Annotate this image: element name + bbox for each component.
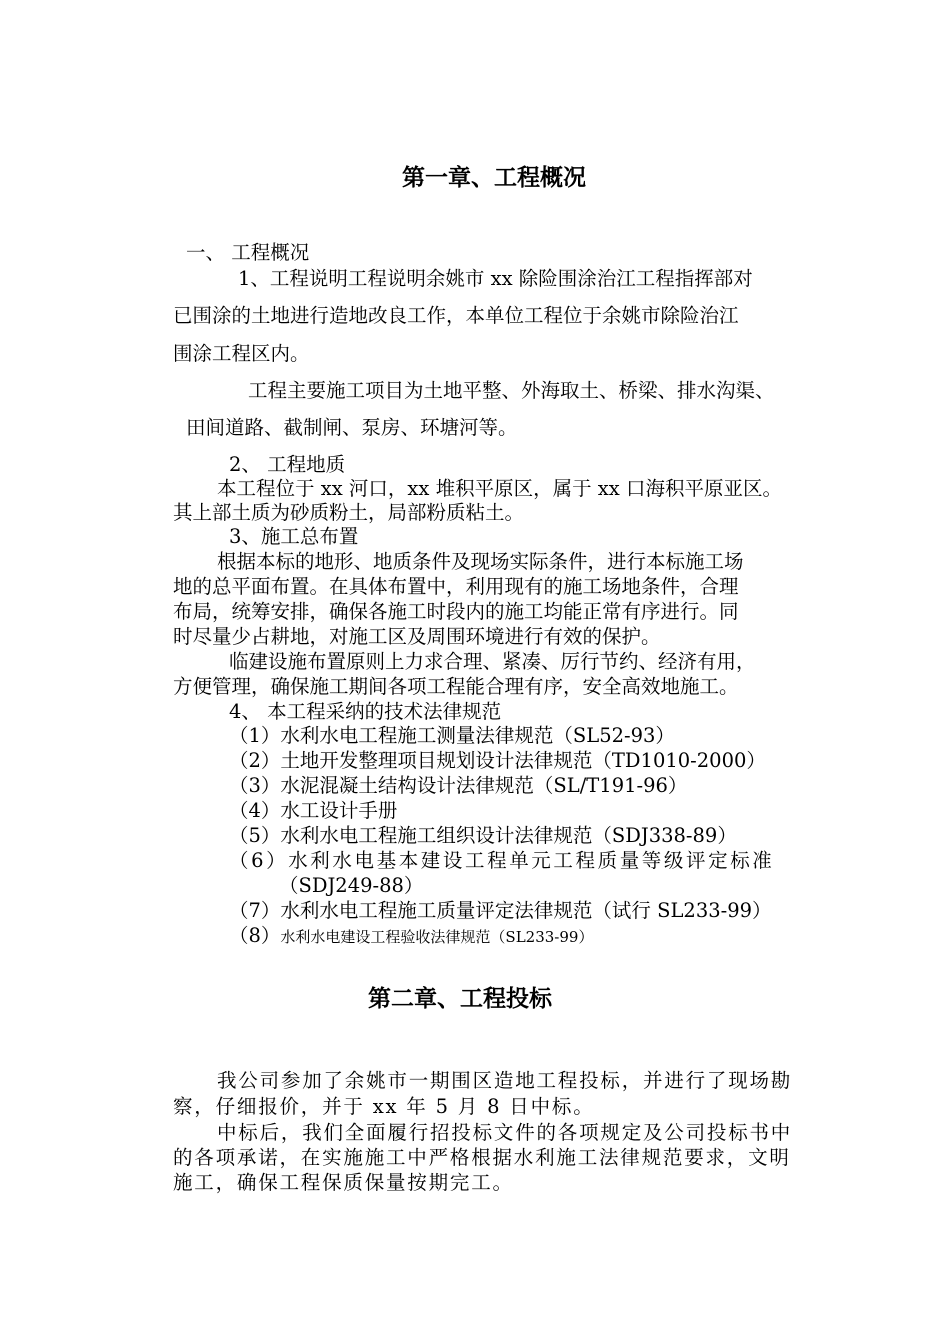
paragraph-line: 已围涂的土地进行造地改良工作，本单位工程位于余姚市除险治江: [173, 304, 739, 327]
paragraph-line: 其上部土质为砂质粉土，局部粉质粘土。: [173, 501, 525, 524]
paragraph-line: 1、工程说明工程说明余姚市 xx 除险围涂治江工程指挥部对: [238, 267, 753, 290]
list-number: （8）: [229, 924, 281, 947]
paragraph-line: 地的总平面布置。在具体布置中，利用现有的施工场地条件，合理: [173, 575, 739, 598]
section-1-heading: 一、 工程概况: [186, 241, 310, 264]
paragraph-line: 施工，确保工程保质保量按期完工。: [173, 1171, 514, 1194]
paragraph-line: 围涂工程区内。: [173, 342, 310, 365]
paragraph-line: 时尽量少占耕地，对施工区及周围环境进行有效的保护。: [173, 625, 661, 648]
paragraph-line: 中标后，我们全面履行招投标文件的各项规定及公司投标书中: [217, 1121, 793, 1144]
paragraph-line: 根据本标的地形、地质条件及现场实际条件，进行本标施工场: [217, 550, 744, 573]
section-3-heading: 3、施工总布置: [229, 525, 359, 548]
paragraph-line: 的各项承诺，在实施施工中严格根据水利施工法律规范要求，文明: [173, 1146, 791, 1169]
standard-list-item: （7）水利水电工程施工质量评定法律规范（试行 SL233-99）: [229, 899, 772, 922]
standard-list-item: （2）土地开发整理项目规划设计法律规范（TD1010-2000）: [229, 749, 766, 772]
standard-list-item: （4）水工设计手册: [229, 799, 398, 822]
section-4-heading: 4、 本工程采纳的技术法律规范: [229, 700, 502, 723]
standard-list-item: （6）水利水电基本建设工程单元工程质量等级评定标准: [229, 849, 775, 872]
paragraph-line: 察，仔细报价，并于 xx 年 5 月 8 日中标。: [173, 1095, 595, 1118]
standard-list-item: （3）水泥混凝土结构设计法律规范（SL/T191-96）: [229, 774, 688, 797]
chapter-2-title: 第二章、工程投标: [368, 985, 552, 1012]
paragraph-line: 田间道路、截制闸、泵房、环塘河等。: [186, 416, 518, 439]
standard-list-item-continuation: （SDJ249-88）: [279, 874, 424, 897]
paragraph-line: 布局，统筹安排，确保各施工时段内的施工均能正常有序进行。同: [173, 600, 739, 623]
standard-list-item: [229, 924, 593, 949]
chapter-1-title: 第一章、工程概况: [402, 164, 586, 191]
paragraph-line: 工程主要施工项目为土地平整、外海取土、桥梁、排水沟渠、: [248, 379, 775, 402]
section-2-heading: 2、 工程地质: [229, 453, 346, 476]
paragraph-line: 临建设施布置原则上力求合理、紧凑、厉行节约、经济有用，: [229, 650, 756, 673]
list-text: 水利水电建设工程验收法律规范（SL233-99）: [280, 928, 594, 946]
standard-list-item: （5）水利水电工程施工组织设计法律规范（SDJ338-89）: [229, 824, 737, 847]
standard-list-item: （1）水利水电工程施工测量法律规范（SL52-93）: [229, 724, 675, 747]
paragraph-line: 本工程位于 xx 河口，xx 堆积平原区，属于 xx 口海积平原亚区。: [217, 477, 782, 500]
paragraph-line: 我公司参加了余姚市一期围区造地工程投标，并进行了现场勘: [217, 1069, 793, 1092]
paragraph-line: 方便管理，确保施工期间各项工程能合理有序，安全高效地施工。: [173, 675, 739, 698]
